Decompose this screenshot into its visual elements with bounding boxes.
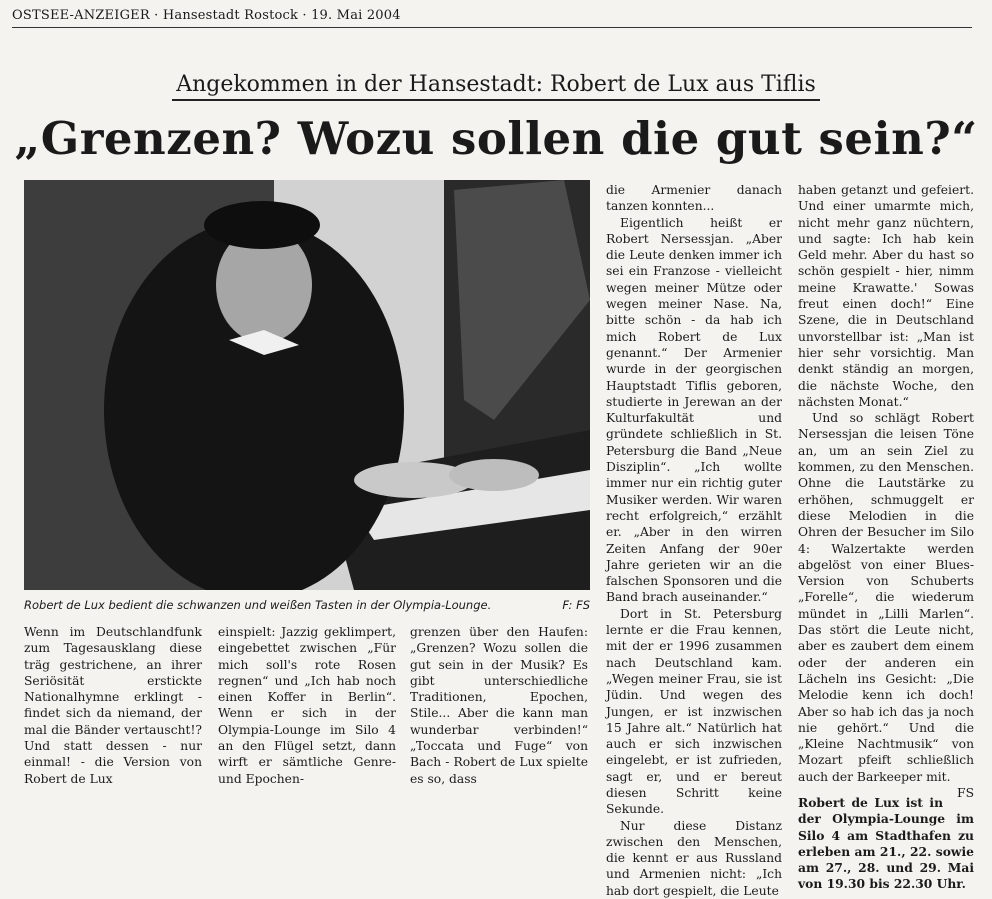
article-photo bbox=[24, 180, 590, 590]
paragraph: Nur diese Distanz zwischen den Menschen, die kennt er aus Russland und Armenien nicht: „Ich hab dort gespielt, die Leute bbox=[606, 818, 782, 898]
photo-caption-row bbox=[24, 598, 590, 612]
headline: „Grenzen? Wozu sollen die gut sein?“ bbox=[14, 112, 978, 165]
paragraph: einspielt: Jazzig geklimpert, eingebettet zwischen „Für mich soll's rote Rosen regnen“ und „Ich hab noch einen Koffer in Berlin“. Wenn er sich in der Olympia-Lounge im Silo 4 an den Flügel setzt, dann wirft er sämtliche Genre- und Epochen- bbox=[218, 625, 396, 786]
paragraph: Eigentlich heißt er Robert Nersessjan. „Aber die Leute denken immer ich sei ein Franzose - vielleicht wegen meiner Mütze oder wegen meiner Nase. Na, bitte schön - da hab ich mich Robert de Lux genannt.“ Der Armenier wurde in der georgischen Hauptstadt Tiflis geboren, studierte in Jerewan an der Kulturfakultät und gründete schließlich in St. Petersburg die Band „Neue Disziplin“. „Ich wollte immer nur ein richtig guter Musiker werden. Wir waren recht erfolgreich,“ erzählt er. „Aber in den wirren Zeiten Anfang der 90er Jahre gerieten wir an die falschen Sponsoren und die Band brach auseinander.“ bbox=[606, 215, 782, 605]
column-right-1 bbox=[606, 182, 782, 899]
paragraph: grenzen über den Haufen: „Grenzen? Wozu sollen die gut sein in der Musik? Es gibt unterschiedliche Traditionen, Epochen, Stile... Aber die kann man wunderbar verbinden!“ „Toccata und Fuge“ von Bach - Robert de Lux spielte es so, dass bbox=[410, 625, 588, 786]
paragraph bbox=[798, 410, 974, 800]
column-right-2 bbox=[798, 182, 974, 893]
pianist-illustration bbox=[24, 180, 590, 590]
column-bottom-1 bbox=[24, 624, 202, 787]
author-signature: FS bbox=[957, 785, 974, 800]
kicker: Angekommen in der Hansestadt: Robert de Lux aus Tiflis bbox=[172, 72, 820, 101]
column-bottom-2 bbox=[218, 624, 396, 787]
paragraph: haben getanzt und gefeiert. Und einer umarmte mich, nicht mehr ganz nüchtern, und sagte: Ich hab kein Geld mehr. Aber du hast so schön gespielt - hier, nimm meine Krawatte.' Sowas freut einen doch!“ Eine Szene, die in Deutschland unvorstellbar ist: „Man ist hier sehr vorsichtig. Man denkt ständig an morgen, die nächste Woche, den nächsten Monat.“ bbox=[798, 183, 974, 409]
paragraph: Dort in St. Petersburg lernte er die Frau kennen, mit der er 1996 zusammen nach Deutschland kam. „Wegen meiner Frau, sie ist Jüdin. Und wegen des Jungen, er ist inzwischen 15 Jahre alt.“ Natürlich hat auch er sich inzwischen eingelebt, er ist zufrieden, sagt er, und er bereut diesen Schritt keine Sekunde. bbox=[606, 606, 782, 817]
paragraph: Wenn im Deutschlandfunk zum Tagesausklang diese träg gestrichene, an ihrer Seriösität erstickte Nationalhymne erklingt - findet sich da niemand, der mal die Bänder vertauscht!? Und statt dessen - nur einmal! - die Version von Robert de Lux bbox=[24, 625, 202, 786]
event-info: Robert de Lux ist in der Olympia-Lounge im Silo 4 am Stadthafen zu erleben am 21., 22. sowie am 27., 28. und 29. Mai von 19.30 bis 22.30 Uhr. bbox=[798, 794, 974, 892]
paragraph: die Armenier danach tanzen konnten... bbox=[606, 183, 782, 214]
photo-caption: Robert de Lux bedient die schwanzen und weißen Tasten in der Olympia-Lounge. bbox=[24, 598, 492, 612]
kicker-container bbox=[0, 72, 992, 101]
paragraph-text: Und so schlägt Robert Nersessjan die leisen Töne an, um an sein Ziel zu kommen, zu den Menschen. Ohne die Lautstärke zu erhöhen, schmuggelt er diese Melodien in die Ohren der Besucher im Silo 4: Walzertakte werden abgelöst von einer Blues-Version von Schuberts „Forelle“, die wiederum mündet in „Lilli Marlen“. Das stört die Leute nicht, aber es zaubert dem einem oder der anderen ein Lächeln ins Gesicht: „Die Melodie kenn ich doch! Aber so hab ich das ja noch nie gehört.“ Und die „Kleine Nachtmusik“ von Mozart pfeift schließlich auch der Barkeeper mit. bbox=[798, 411, 974, 784]
photo-credit: F: FS bbox=[562, 598, 590, 612]
column-bottom-3 bbox=[410, 624, 588, 787]
masthead: OSTSEE-ANZEIGER · Hansestadt Rostock · 19. Mai 2004 bbox=[12, 8, 972, 28]
